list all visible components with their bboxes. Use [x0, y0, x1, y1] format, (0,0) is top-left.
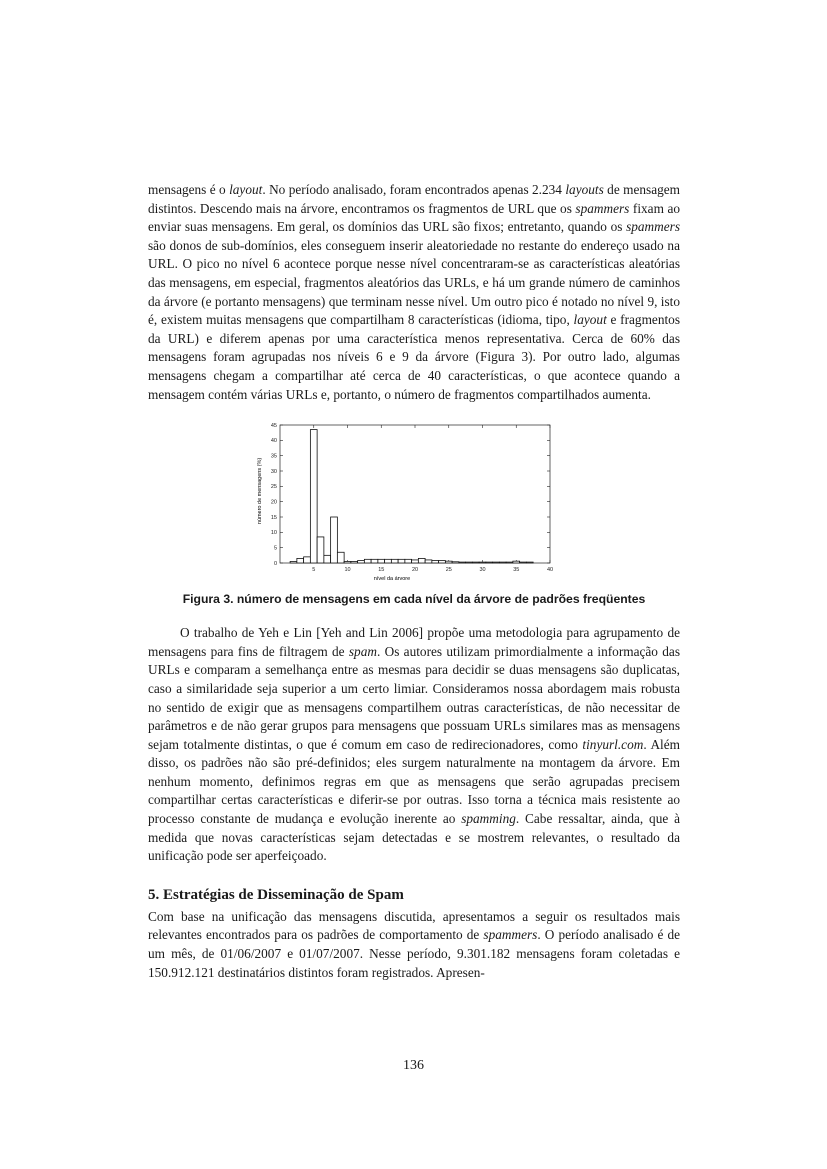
text-run: e fragmentos da URL) e diferem apenas por uma característica menos representativa. Cerca de 60% das mensagens foram agrupadas nos níveis 6 e 9 da árvore (Figura 3). Por outro lado, algumas mensagens chegam a compartilhar até cerca de 40 características, o que acontece quando a mensagem contém várias URLs e, portanto, o número de fragmentos compartilhados aumenta.	[148, 312, 680, 402]
italic-term: spammers	[626, 219, 680, 235]
y-tick-label: 10	[270, 530, 277, 537]
text-run: de mensagem distintos. Descendo mais na árvore, encontramos os fragmentos de URL que os	[148, 182, 680, 216]
bar	[486, 562, 493, 563]
y-axis-label: número de mensagens (%)	[257, 457, 263, 525]
bar	[452, 562, 459, 563]
y-tick-label: 0	[273, 560, 277, 567]
bar	[391, 559, 398, 563]
bar	[466, 562, 473, 563]
bar	[304, 557, 311, 563]
italic-term: spammers	[575, 200, 630, 216]
bar	[439, 561, 446, 563]
text-run: . Além disso, os padrões não são pré-definidos; eles surgem naturalmente na montagem da árvore. Em nenhum momento, definimos regras em que as mensagens que serão agrupadas precisem compartilhar certas características e diferir-se por outras. Isso torna a técnica mais resistente ao processo constante de mudança e evolução inerente ao	[148, 736, 680, 827]
paragraph-3	[148, 908, 680, 982]
italic-term: tinyurl.com	[582, 736, 644, 752]
y-tick-label: 15	[270, 514, 277, 521]
bar	[493, 562, 500, 563]
bar	[344, 562, 351, 564]
bar	[499, 562, 506, 563]
bar	[479, 562, 486, 563]
bar	[310, 430, 317, 563]
bar	[358, 561, 365, 563]
bar	[412, 560, 419, 563]
bar	[405, 559, 412, 563]
bar	[432, 561, 439, 563]
y-tick-label: 5	[273, 545, 277, 552]
x-tick-label: 25	[445, 567, 452, 574]
text-run: . No período analisado, foram encontrados apenas 2.234	[262, 182, 566, 197]
italic-term: spammers	[483, 927, 538, 943]
bar	[445, 561, 452, 563]
page-body	[148, 181, 680, 982]
x-tick-label: 10	[344, 567, 351, 574]
y-tick-label: 20	[270, 499, 277, 506]
chart-bars	[290, 430, 533, 563]
text-run: O trabalho de Yeh e Lin [Yeh and Lin 2006] propõe uma metodologia para agrupamento de mensagens para fins de filtragem de	[148, 625, 680, 659]
italic-term: layout	[573, 312, 607, 328]
x-tick-label: 35	[513, 567, 520, 574]
x-tick-label: 15	[378, 567, 385, 574]
bar	[513, 561, 520, 563]
x-tick-label: 20	[411, 567, 419, 574]
bar	[317, 537, 324, 563]
x-tick-label: 30	[479, 567, 486, 574]
italic-term: layout	[229, 182, 263, 197]
bar	[371, 559, 378, 563]
figure-caption: Figura 3. número de mensagens em cada nível da árvore de padrões freqüentes	[182, 592, 646, 607]
text-run: são donos de sub-domínios, eles conseguem inserir aleatoriedade no restante do endereço usado na URL. O pico no nível 6 acontece porque nesse nível concentraram-se as características aleatórias das mensagens, em especial, fragmentos aleatórios das URLs, e há um grande número de caminhos da árvore (e portanto mensagens) que terminam nesse nível. Um outro pico é notado no nível 9, isto é, existem muitas mensagens que compartilham 8 características (idioma, tipo,	[148, 237, 680, 328]
italic-term: spam	[348, 643, 377, 659]
text-run: fixam ao enviar suas mensagens. Em geral, os domínios das URL são fixos; entretanto, quando os	[148, 200, 680, 235]
italic-term: spamming	[461, 811, 516, 827]
y-tick-label: 30	[270, 468, 277, 475]
bar	[351, 562, 358, 564]
y-tick-label: 40	[270, 438, 277, 445]
text-run: . Os autores utilizam primordialmente a informação das URLs e comparam a semelhança entre as mesmas para decidir se duas mensagens são duplicatas, caso a similaridade seja superior a um certo limiar. Consideramos nossa abordagem mais robusta no sentido de exigir que as mensagens compartilhem outras características, de não necessitar de parâmetros e de não gerar grupos para mensagens que possuam URLs similares mas as mensagens sejam totalmente distintas, o que é comum em caso de redirecionadores, como	[148, 643, 680, 752]
bar	[520, 562, 527, 563]
paragraph-1	[148, 181, 680, 404]
text-run: mensagens é o	[148, 182, 230, 197]
bar	[472, 562, 479, 563]
x-tick-label: 40	[546, 567, 554, 574]
bar	[385, 559, 392, 563]
bar	[425, 560, 432, 563]
bar	[297, 559, 304, 564]
bar	[324, 555, 331, 563]
paragraph-2	[148, 624, 680, 866]
bar	[364, 559, 371, 563]
bar	[459, 562, 466, 563]
y-tick-label: 45	[270, 422, 277, 429]
italic-term: layouts	[565, 182, 604, 197]
bar	[398, 559, 405, 563]
x-axis-label: nível da árvore	[373, 576, 411, 583]
bar	[418, 559, 425, 564]
y-tick-label: 25	[270, 484, 277, 491]
y-tick-label: 35	[270, 453, 277, 460]
bar	[331, 517, 338, 563]
bar	[378, 559, 385, 563]
bar-chart	[250, 418, 560, 584]
bar	[526, 562, 533, 563]
text-run: . Cabe ressaltar, ainda, que à medida que novas características sejam detectadas e se mostrem relevantes, o resultado da unificação pode ser aperfeiçoado.	[148, 811, 680, 864]
section-heading: 5. Estratégias de Disseminação de Spam	[148, 886, 404, 903]
bar	[506, 562, 513, 563]
bar	[337, 552, 344, 563]
bar	[290, 562, 297, 564]
figure-3	[148, 418, 680, 584]
x-tick-label: 5	[312, 567, 316, 574]
page-number: 136	[403, 1058, 424, 1073]
text-run: . O período analisado é de um mês, de 01/06/2007 e 01/07/2007. Nesse período, 9.301.182 mensagens foram coletadas e 150.912.121 destinatários distintos foram registrados. Apresen-	[148, 927, 680, 980]
text-run: Com base na unificação das mensagens discutida, apresentamos a seguir os resultados mais relevantes encontrados para os padrões de comportamento de	[148, 908, 680, 943]
